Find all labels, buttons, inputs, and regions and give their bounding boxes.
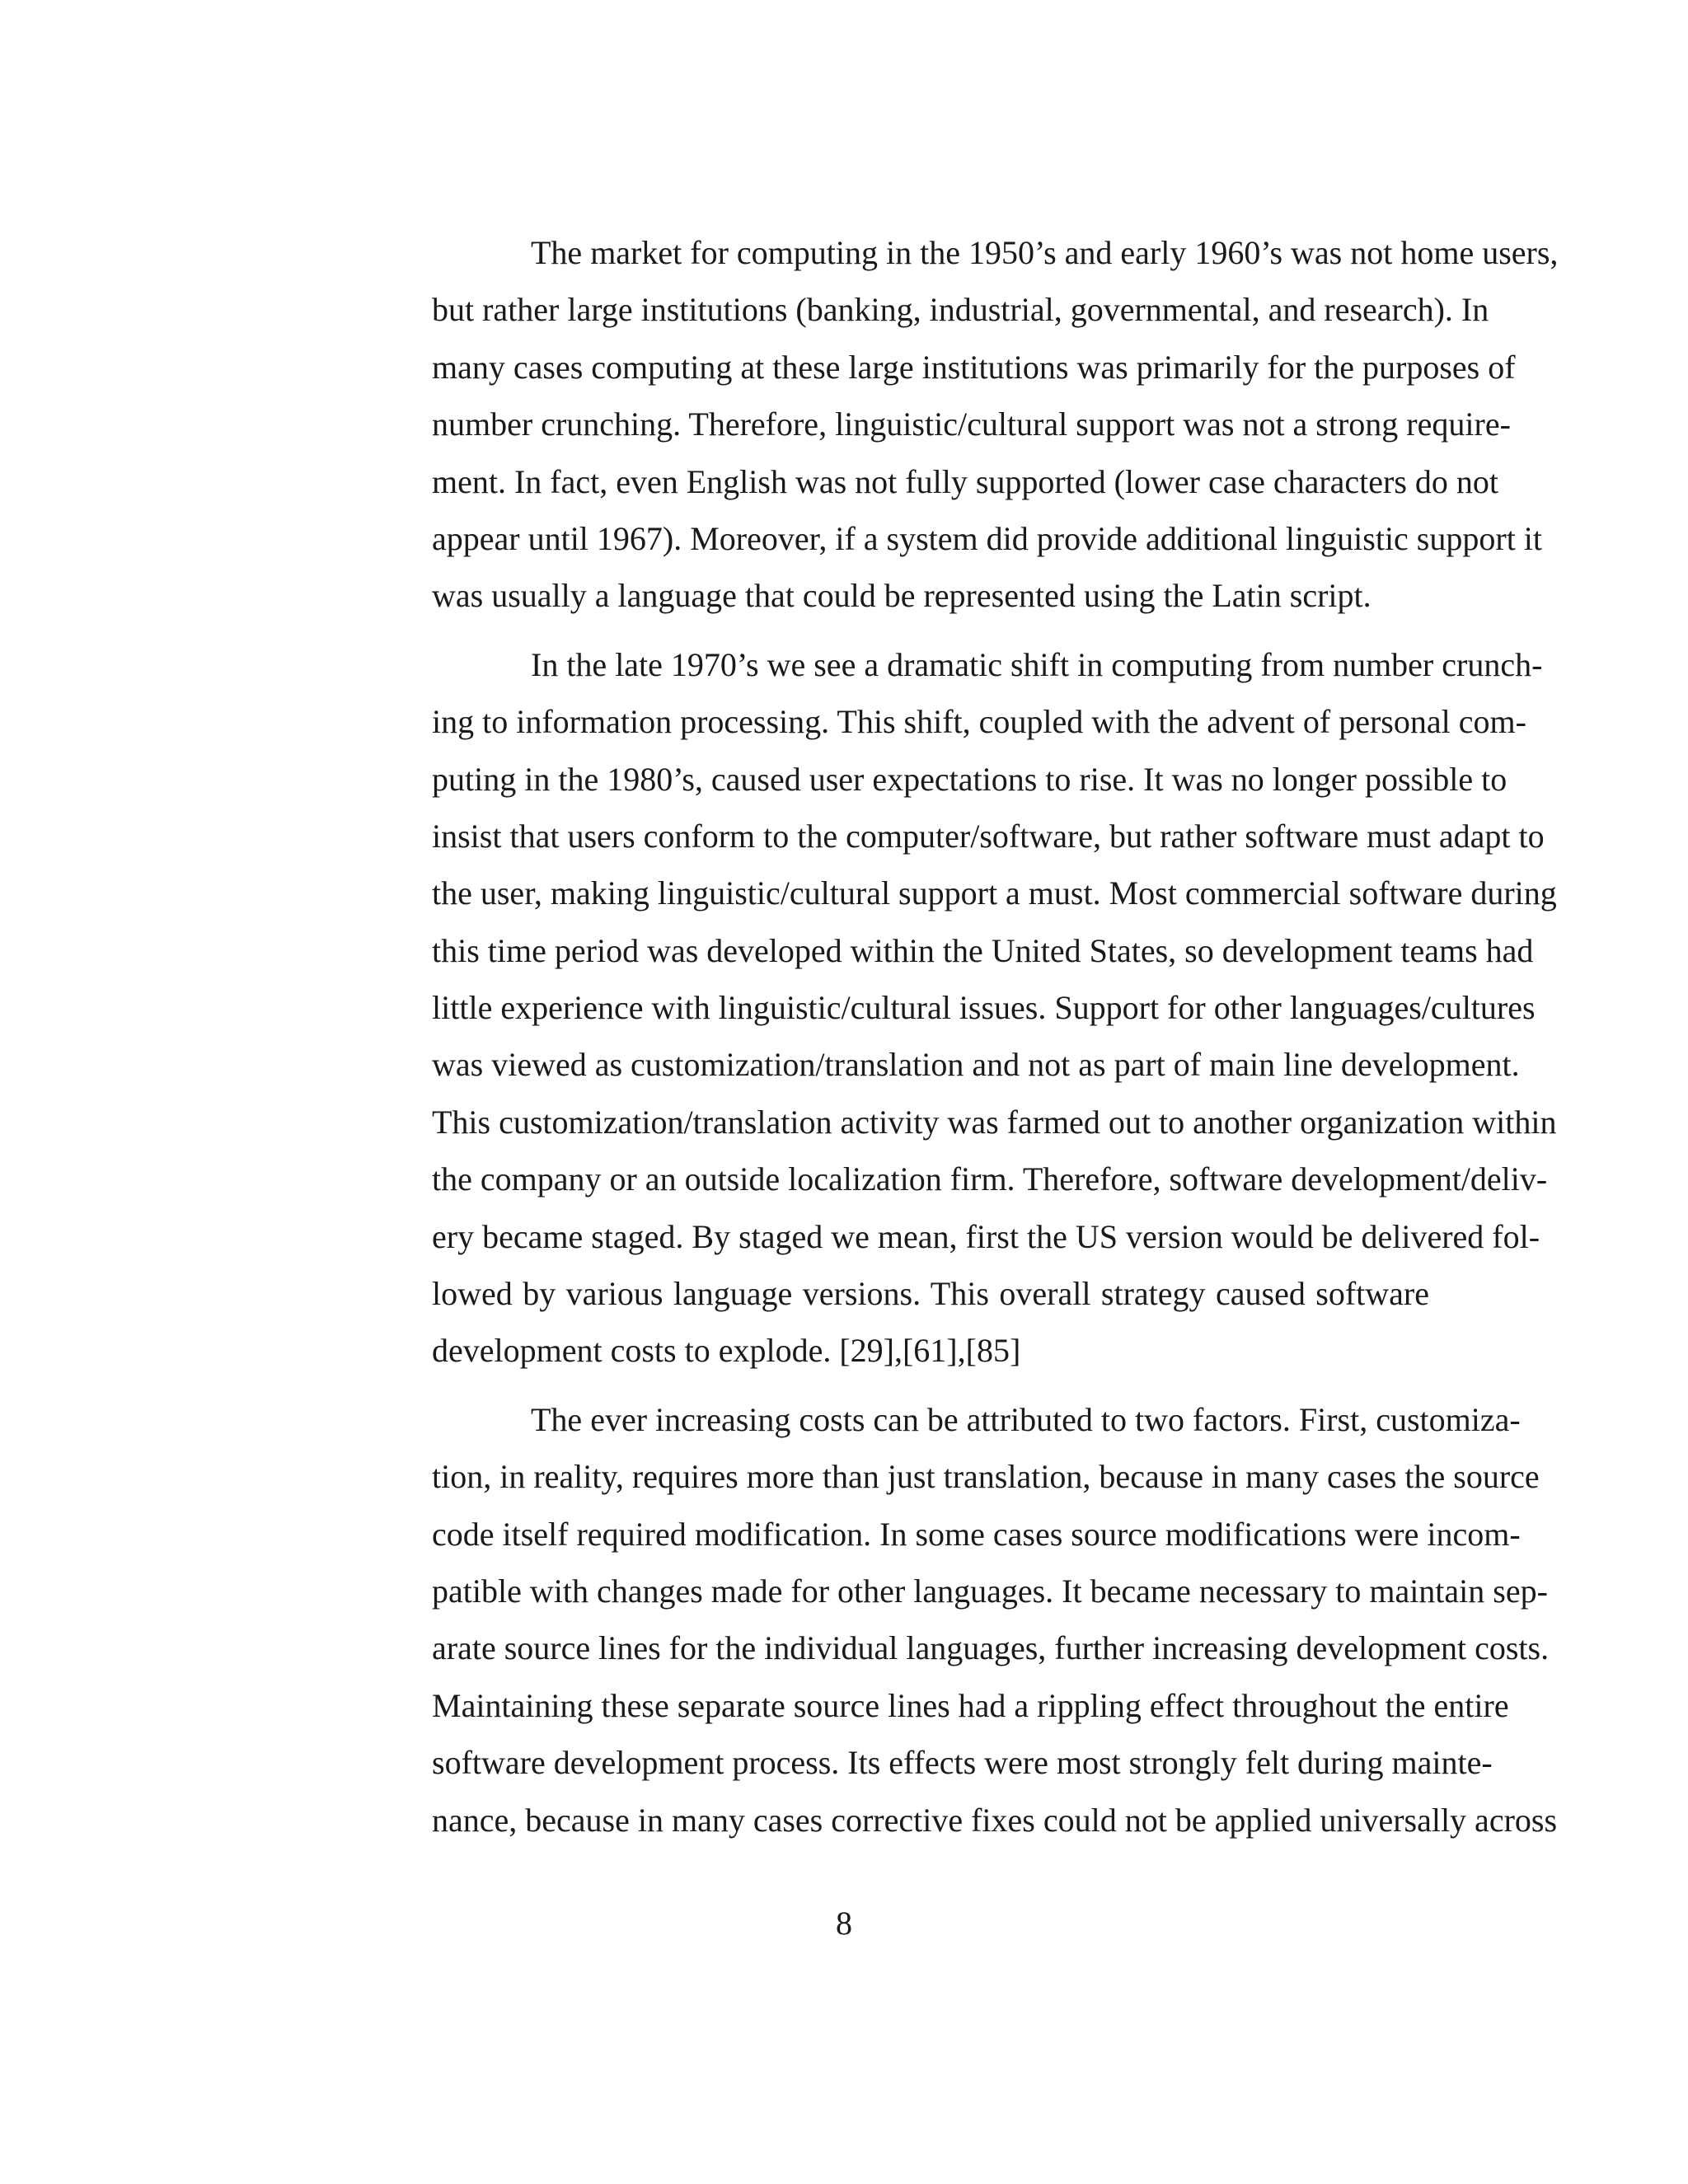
body-text [333, 224, 1559, 1849]
text-line: software development process. Its effects were most strongly felt during mainte- [432, 1744, 1493, 1782]
text-line: code itself required modification. In some cases source modifications were incom- [432, 1515, 1521, 1553]
text-line: this time period was developed within the United States, so development teams had [432, 931, 1534, 969]
text-line: little experience with linguistic/cultural issues. Support for other languages/cultures [432, 989, 1536, 1027]
text-line: the company or an outside localization firm. Therefore, software development/deliv- [432, 1160, 1548, 1198]
text-line: puting in the 1980’s, caused user expectations to rise. It was no longer possible to [432, 760, 1507, 798]
paragraph-1 [333, 224, 1559, 625]
text-line: This customization/translation activity was farmed out to another organization within [432, 1103, 1557, 1141]
text-line: the user, making linguistic/cultural support a must. Most commercial software during [432, 874, 1557, 912]
text-line: Maintaining these separate source lines had a rippling effect throughout the entire [432, 1686, 1509, 1724]
text-line: but rather large institutions (banking, industrial, governmental, and research). In [432, 291, 1489, 329]
paragraph-spacer [333, 1380, 1429, 1391]
text-line: The ever increasing costs can be attributed to two factors. First, customiza- [531, 1400, 1521, 1438]
paragraph-3 [333, 1391, 1558, 1849]
text-line: ery became staged. By staged we mean, first the US version would be delivered fol- [432, 1217, 1540, 1255]
text-line: development costs to explode. [29],[61],[85] [432, 1332, 1021, 1370]
text-line: many cases computing at these large institutions was primarily for the purposes of [432, 348, 1516, 386]
text-line: The market for computing in the 1950’s and early 1960’s was not home users, [531, 234, 1559, 271]
paragraph-2 [333, 636, 1557, 1380]
text-line: was usually a language that could be represented using the Latin script. [432, 577, 1372, 615]
text-line: patible with changes made for other languages. It became necessary to maintain sep- [432, 1572, 1548, 1610]
text-line: ing to information processing. This shift, coupled with the advent of personal com- [432, 703, 1526, 741]
text-line: nance, because in many cases corrective fixes could not be applied universally across [432, 1801, 1558, 1839]
text-line: ment. In fact, even English was not fully supported (lower case characters do not [432, 462, 1499, 500]
text-line: was viewed as customization/translation and not as part of main line development. [432, 1046, 1520, 1084]
text-line: In the late 1970’s we see a dramatic shift in computing from number crunch- [531, 645, 1543, 683]
text-line: insist that users conform to the computer/software, but rather software must adapt to [432, 817, 1545, 855]
text-line: tion, in reality, requires more than just translation, because in many cases the source [432, 1458, 1540, 1496]
text-line: appear until 1967). Moreover, if a system did provide additional linguistic support it [432, 519, 1543, 557]
text-line: lowed by various language versions. This overall strategy caused software [432, 1275, 1429, 1313]
paragraph-spacer [333, 625, 1429, 636]
text-line: number crunching. Therefore, linguistic/cultural support was not a strong require- [432, 405, 1511, 443]
page-number: 8 [836, 1905, 852, 1942]
text-line: arate source lines for the individual languages, further increasing development costs. [432, 1629, 1550, 1667]
